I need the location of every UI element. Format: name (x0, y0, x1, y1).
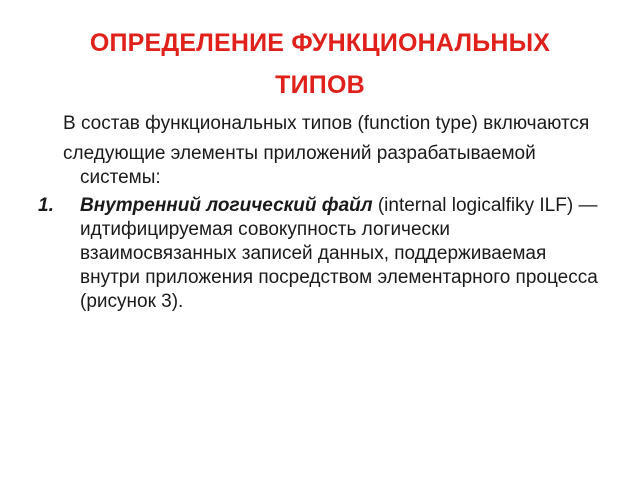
slide-title-line-1: ОПРЕДЕЛЕНИЕ ФУНКЦИОНАЛЬНЫХ (89, 29, 551, 57)
intro-paragraph-2: следующие элементы приложений разрабатываемой системы: (63, 143, 536, 188)
slide-body (0, 112, 640, 314)
list-item-term: Внутренний логический файл (80, 195, 373, 216)
list-item-ilf (0, 194, 600, 314)
slide-title (20, 22, 620, 106)
intro-paragraph-1: В состав функциональных типов (function type) включаются (63, 113, 590, 134)
list-item-text: (internal logicalfiky ILF) — идтифицируемая совокупность логически взаимосвязанных записей данных, поддерживаемая внутри приложения посредством элементарного процесса (рисунок 3). (80, 195, 598, 312)
slide-title-line-2: ТИПОВ (275, 71, 365, 99)
list-item-number: 1. (38, 195, 54, 216)
